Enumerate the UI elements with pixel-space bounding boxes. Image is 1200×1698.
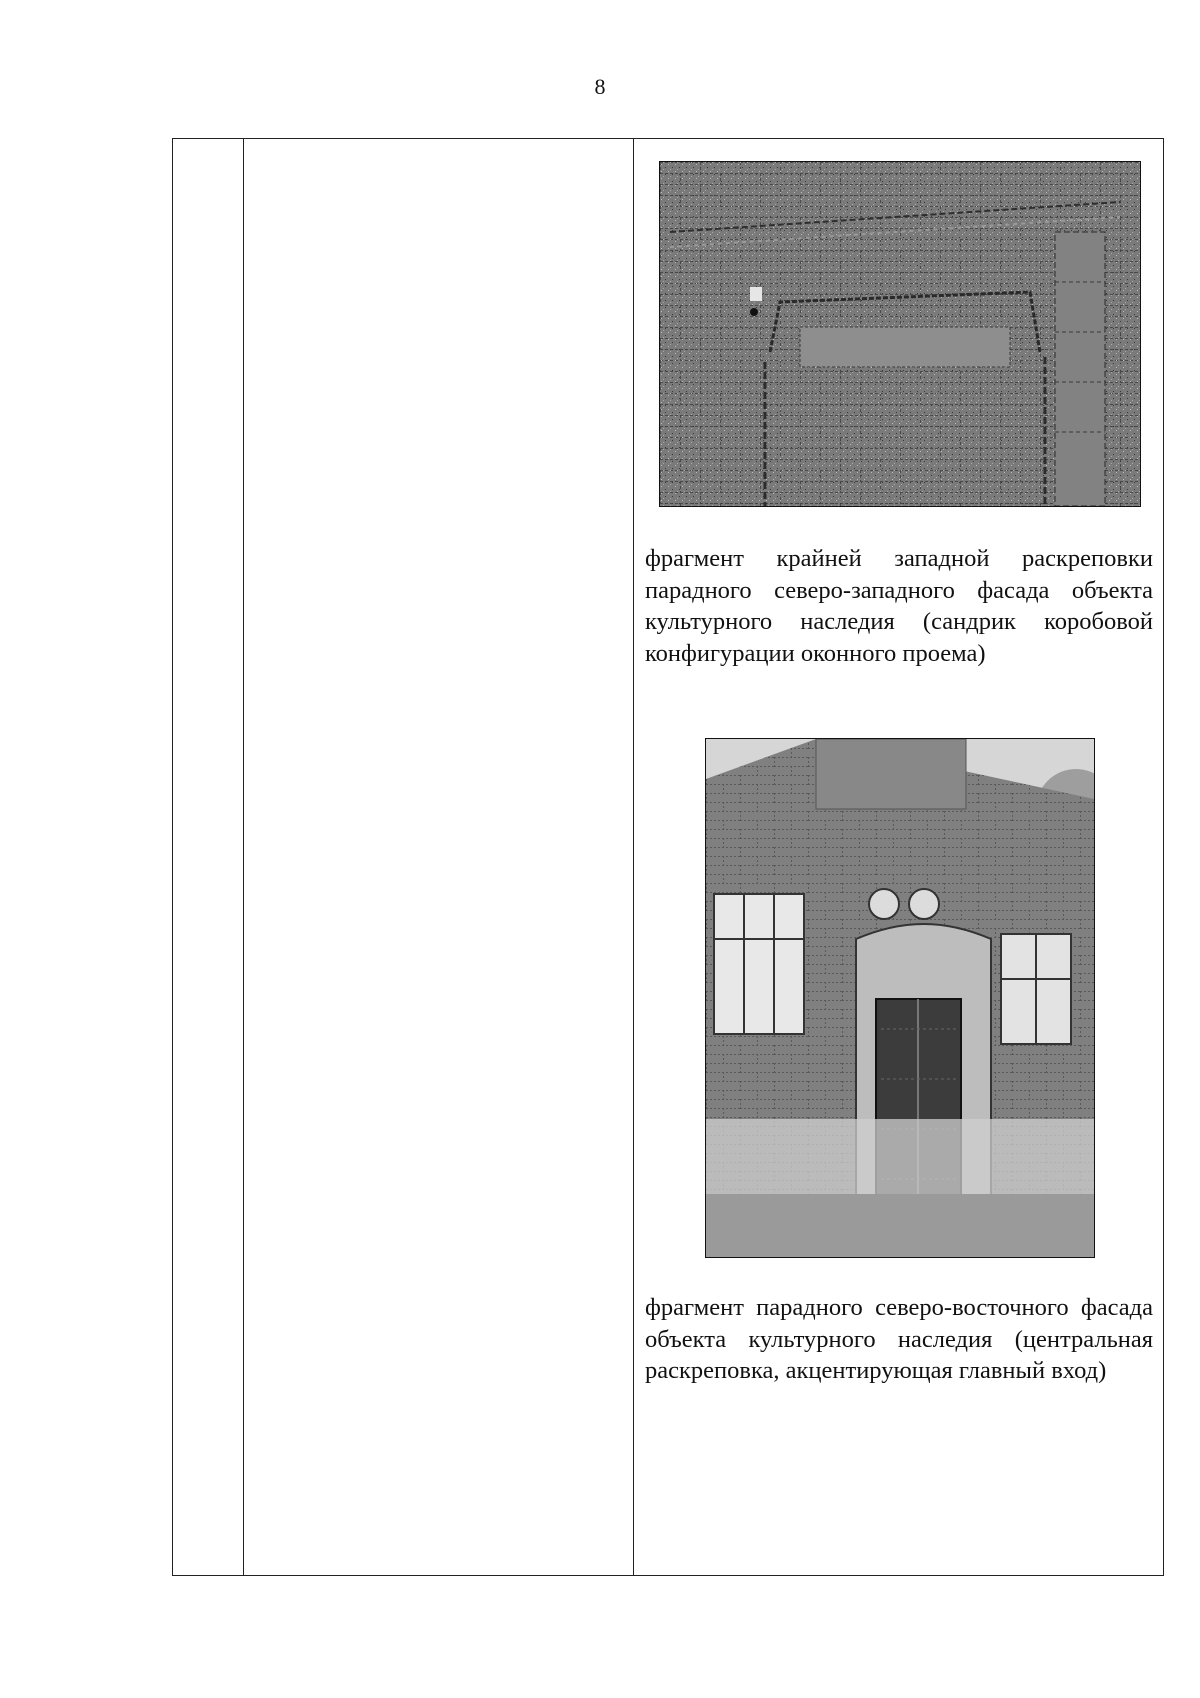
page-number: 8 <box>594 74 606 99</box>
photo-caption: фрагмент парадного северо-восточного фасада объекта культурного наследия (центральная раскреповка, акцентирующая главный вход) <box>645 1294 1153 1384</box>
column-divider <box>633 139 634 1575</box>
column-divider <box>243 139 244 1575</box>
brick-facade-window-sandrik-photo <box>659 161 1141 507</box>
building-main-entrance-photo <box>705 738 1095 1258</box>
photo-caption: фрагмент крайней западной раскреповки парадного северо-западного фасада объекта культурного наследия (сандрик коробовой конфигурации оконного проема) <box>645 545 1153 667</box>
document-table <box>172 138 1164 1576</box>
